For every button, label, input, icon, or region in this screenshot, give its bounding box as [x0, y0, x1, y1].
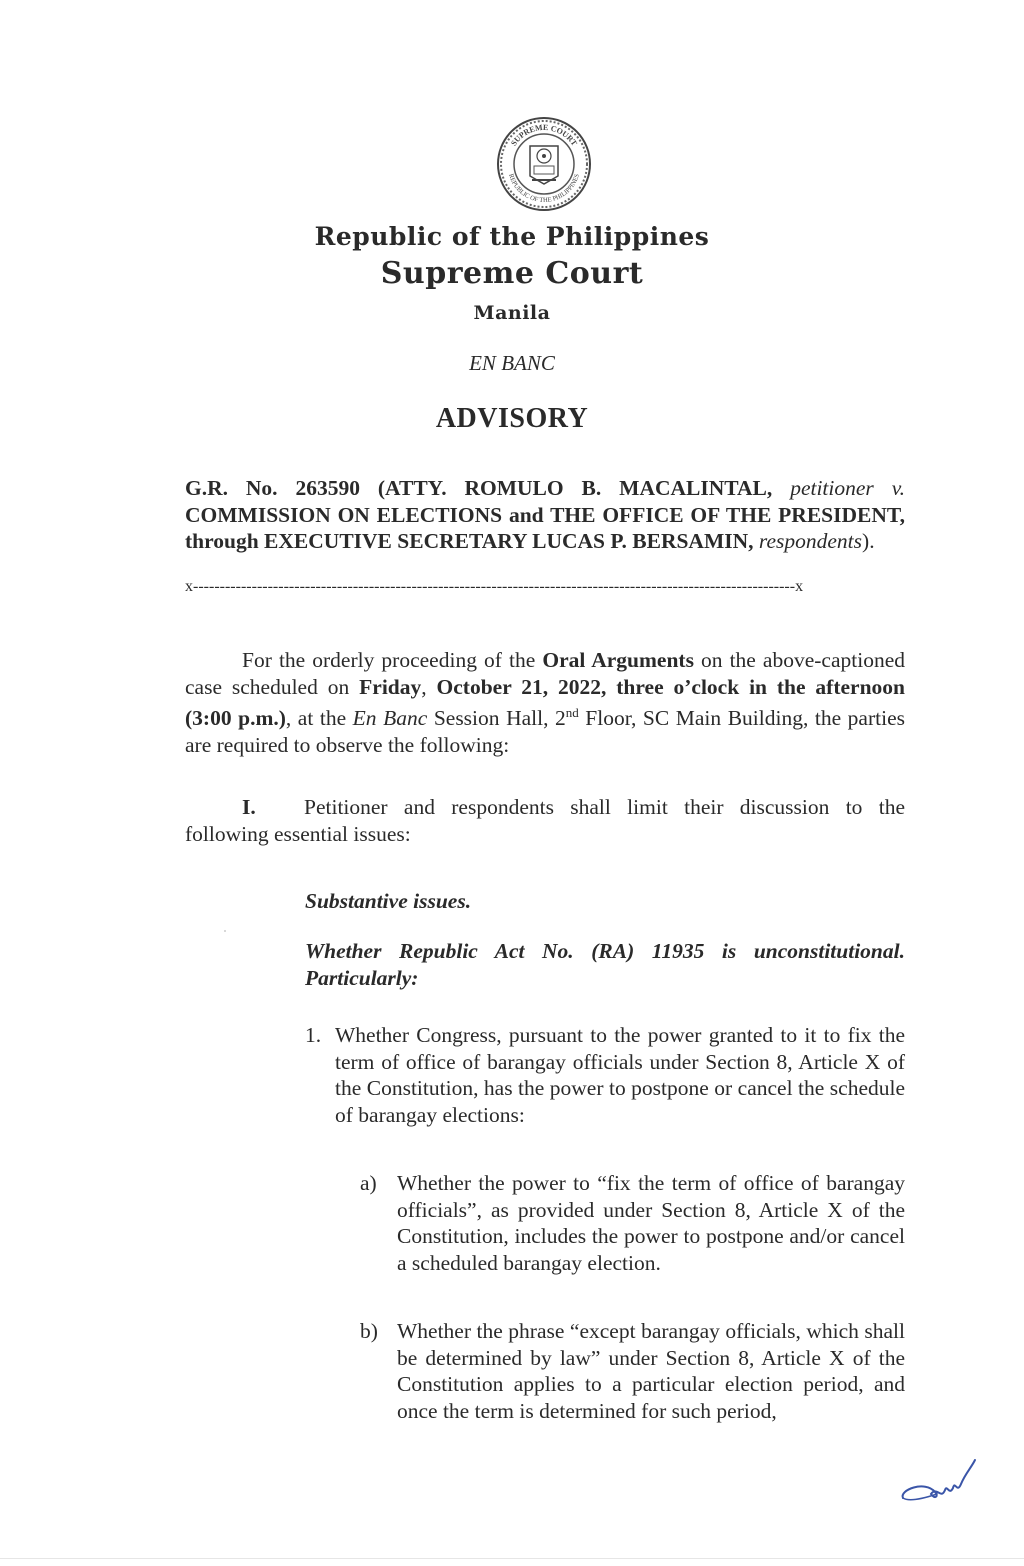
case-number: G.R. No. 263590 (ATTY. ROMULO B. MACALINTAL,: [185, 476, 773, 500]
sub-issue-text: Whether the phrase “except barangay officials, which shall be determined by law” under Section 8, Article X of the Constitution applies to a particular election period, and once the term is determined for such period,: [397, 1319, 905, 1423]
division-label: EN BANC: [469, 351, 555, 375]
issue-item: [305, 1022, 905, 1128]
petitioner-label: petitioner v.: [790, 476, 906, 500]
sub-issue-item: [360, 1170, 905, 1276]
intro-text: Floor, SC Main Building, the parties are required to observe the following:: [185, 706, 905, 757]
caption-closing: ).: [862, 529, 875, 553]
sub-issue-label: a): [360, 1171, 377, 1195]
republic-heading: Republic of the Philippines: [314, 222, 710, 251]
hearing-day: Friday: [359, 674, 422, 699]
sub-issue-text: Whether the power to “fix the term of office of barangay officials”, as provided under Section 8, Article X of the Constitution, includes the power to postpone and/or cancel a scheduled barangay election.: [397, 1171, 905, 1275]
supreme-court-seal-icon: [496, 116, 592, 212]
hearing-date-time: October 21, 2022, three o’clock in the afternoon (3:00 p.m.): [185, 674, 906, 731]
sub-issue-item: [360, 1318, 905, 1424]
city-heading: Manila: [473, 302, 551, 324]
caption-separator: x-----------------------------------------------------------------------------------------------------------------x: [185, 578, 804, 595]
intro-paragraph: [185, 647, 905, 758]
issue-text: Whether Congress, pursuant to the power granted to it to fix the term of office of barangay officials under Section 8, Article X of the Constitution, has the power to postpone or cancel the schedule of barangay elections:: [335, 1023, 905, 1127]
intro-text: For the orderly proceeding of the: [242, 648, 543, 672]
respondents-label: respondents: [758, 529, 863, 553]
intro-text: Session Hall, 2: [427, 706, 566, 731]
substantive-issues-heading: Substantive issues.: [305, 889, 472, 913]
en-banc-italic: En Banc: [352, 706, 428, 731]
case-caption: [185, 475, 905, 555]
main-issue-heading: Whether Republic Act No. (RA) 11935 is unconstitutional. Particularly:: [305, 939, 905, 990]
svg-text:SUPREME COURT: [509, 123, 579, 148]
document-title: ADVISORY: [435, 403, 589, 434]
intro-text: ,: [421, 674, 437, 699]
section-numeral: I.: [242, 795, 256, 819]
ordinal-suffix: nd: [565, 705, 579, 720]
handwritten-initials-icon: [895, 1450, 985, 1510]
intro-text: on the above-captioned case scheduled on: [185, 648, 905, 699]
sub-issue-label: b): [360, 1319, 378, 1343]
scan-speck: [224, 930, 226, 932]
page-bottom-edge: [0, 1558, 1024, 1559]
respondents-names: COMMISSION ON ELECTIONS and THE OFFICE OF THE PRESIDENT, through EXECUTIVE SECRETARY LUCAS P. BERSAMIN,: [185, 502, 905, 553]
intro-text: , at the: [285, 706, 353, 731]
section-one-text: Petitioner and respondents shall limit their discussion to the following essential issues:: [185, 795, 905, 846]
oral-arguments-emphasis: Oral Arguments: [542, 648, 694, 672]
section-one-paragraph: [185, 794, 905, 847]
issue-number: 1.: [305, 1023, 322, 1047]
seal-text-bottom: REPUBLIC OF THE PHILIPPINES: [507, 173, 581, 205]
seal-text-top: SUPREME COURT: [509, 122, 579, 148]
court-heading: Supreme Court: [380, 256, 644, 291]
